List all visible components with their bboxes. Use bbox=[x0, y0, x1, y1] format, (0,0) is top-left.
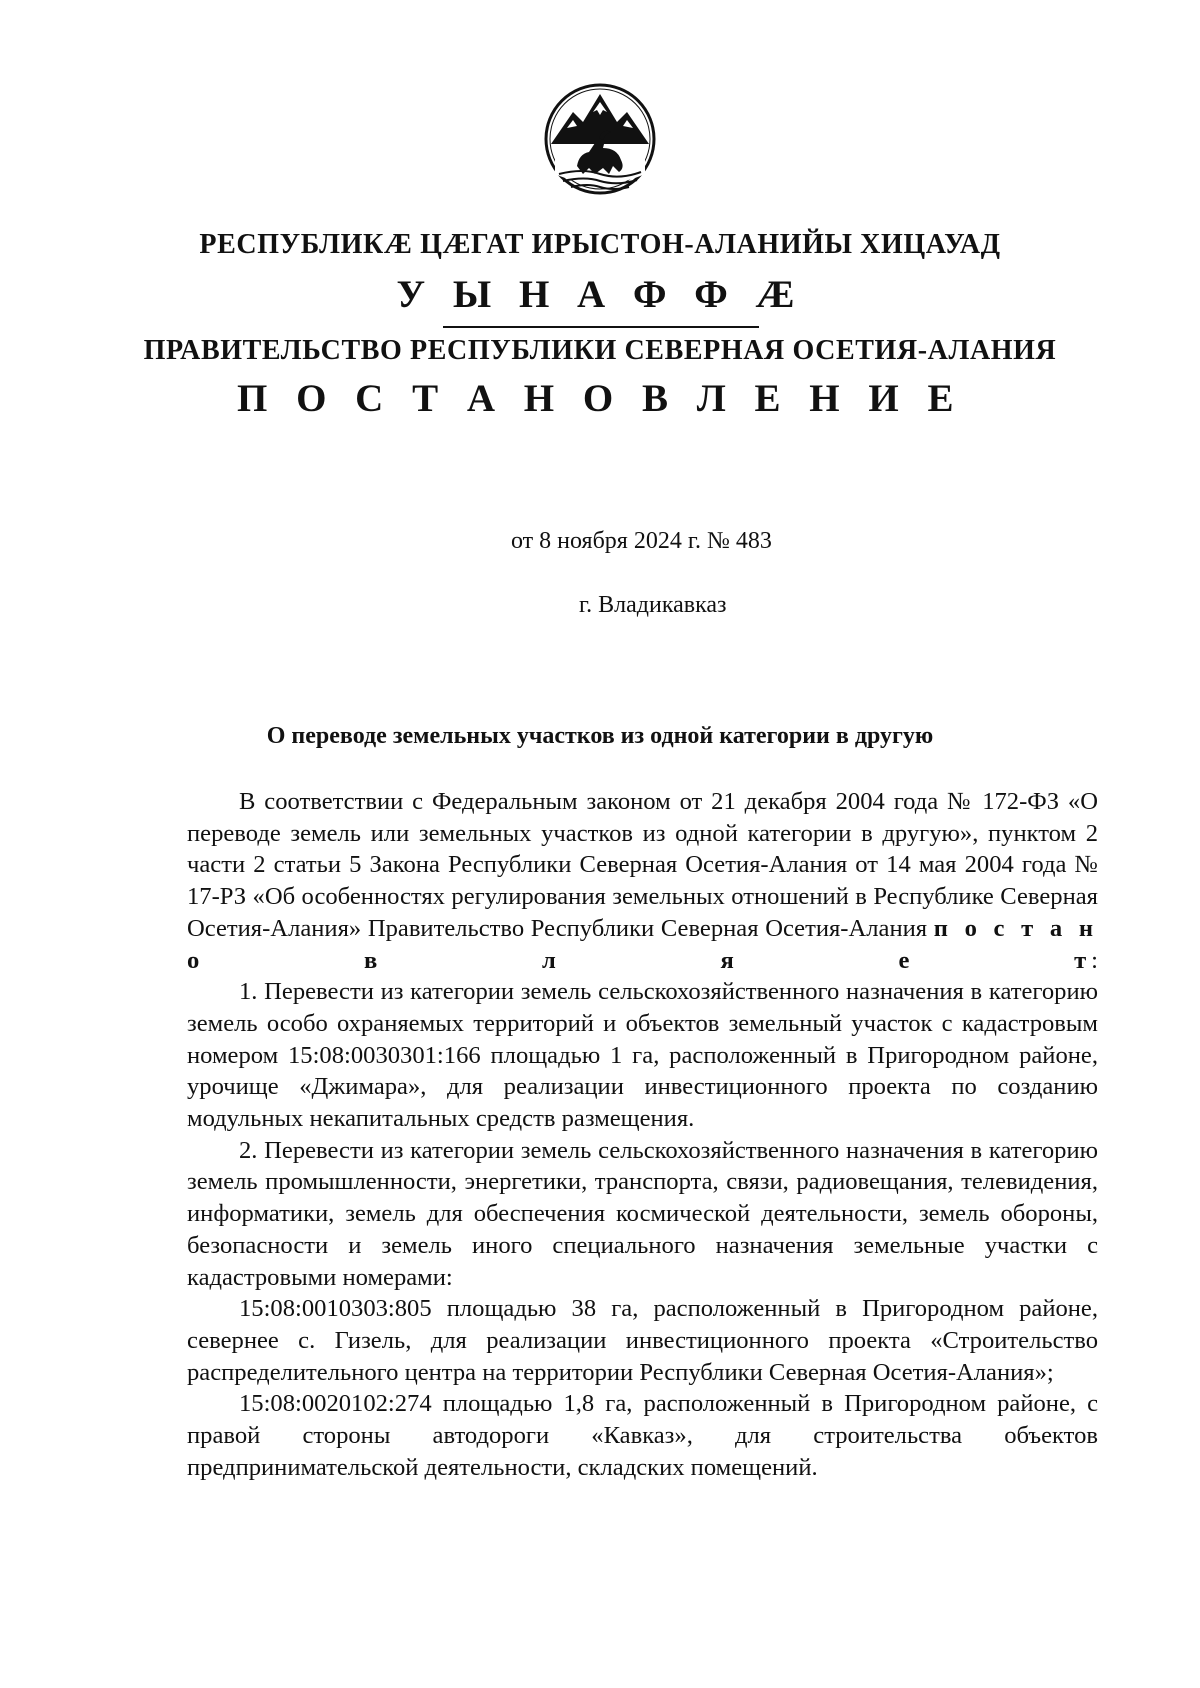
document-date-number: от 8 ноября 2024 г. № 483 bbox=[511, 528, 772, 554]
heading-divider bbox=[443, 326, 759, 328]
coat-of-arms-emblem bbox=[543, 82, 657, 196]
plot-1-paragraph: 15:08:0010303:805 площадью 38 га, расположенный в Пригородном районе, севернее с. Гизель, для реализации инвестиционного проекта «Строительство распределительного центра на территории Республики Северная Осетия-Алания»; bbox=[187, 1295, 1098, 1386]
russian-doc-type-heading: П О С Т А Н О В Л Е Н И Е bbox=[237, 377, 963, 420]
resolves-colon: : bbox=[1091, 946, 1098, 974]
item-2-paragraph: 2. Перевести из категории земель сельскохозяйственного назначения в категорию земель промышленности, энергетики, транспорта, связи, радиовещания, телевидения, информатики, земель для обеспечения космической деятельности, земель обороны, безопасности и земель иного специального назначения земельные участки с кадастровыми номерами: bbox=[187, 1136, 1098, 1291]
plot-2-paragraph: 15:08:0020102:274 площадью 1,8 га, расположенный в Пригородном районе, с правой стороны автодороги «Кавказ», для строительства объектов предпринимательской деятельности, складских помещений. bbox=[187, 1390, 1098, 1481]
preamble-paragraph bbox=[187, 786, 1098, 976]
preamble-text: В соответствии с Федеральным законом от 21 декабря 2004 года № 172-ФЗ «О переводе земель или земельных участков из одной категории в другую», пунктом 2 части 2 статьи 5 Закона Республики Северная Осетия-Алания от 14 мая 2004 года № 17-РЗ «Об особенностях регулирования земельных отношений в Республике Северная Осетия-Алания» Правительство Республики Северная Осетия-Алания bbox=[187, 788, 1098, 942]
russian-org-heading: ПРАВИТЕЛЬСТВО РЕСПУБЛИКИ СЕВЕРНАЯ ОСЕТИЯ-АЛАНИЯ bbox=[143, 335, 1057, 366]
resolves-word: п о с т а н о в л я е т bbox=[187, 914, 1098, 974]
ossetian-org-heading: РЕСПУБЛИКӔ ЦӔГАТ ИРЫСТОН-АЛАНИЙЫ ХИЦАУАД bbox=[199, 229, 1001, 260]
document-body bbox=[187, 786, 1098, 1483]
document-title: О переводе земельных участков из одной категории в другую bbox=[266, 723, 934, 749]
document-city: г. Владикавказ bbox=[579, 592, 727, 618]
ossetian-doc-type-heading: У Ы Н А Ф Ф Ӕ bbox=[396, 273, 804, 316]
item-1-paragraph: 1. Перевести из категории земель сельскохозяйственного назначения в категорию земель особо охраняемых территорий и объектов земельный участок с кадастровым номером 15:08:0030301:166 площадью 1 га, расположенный в Пригородном районе, урочище «Джимара», для реализации инвестиционного проекта по созданию модульных некапитальных средств размещения. bbox=[187, 978, 1098, 1133]
